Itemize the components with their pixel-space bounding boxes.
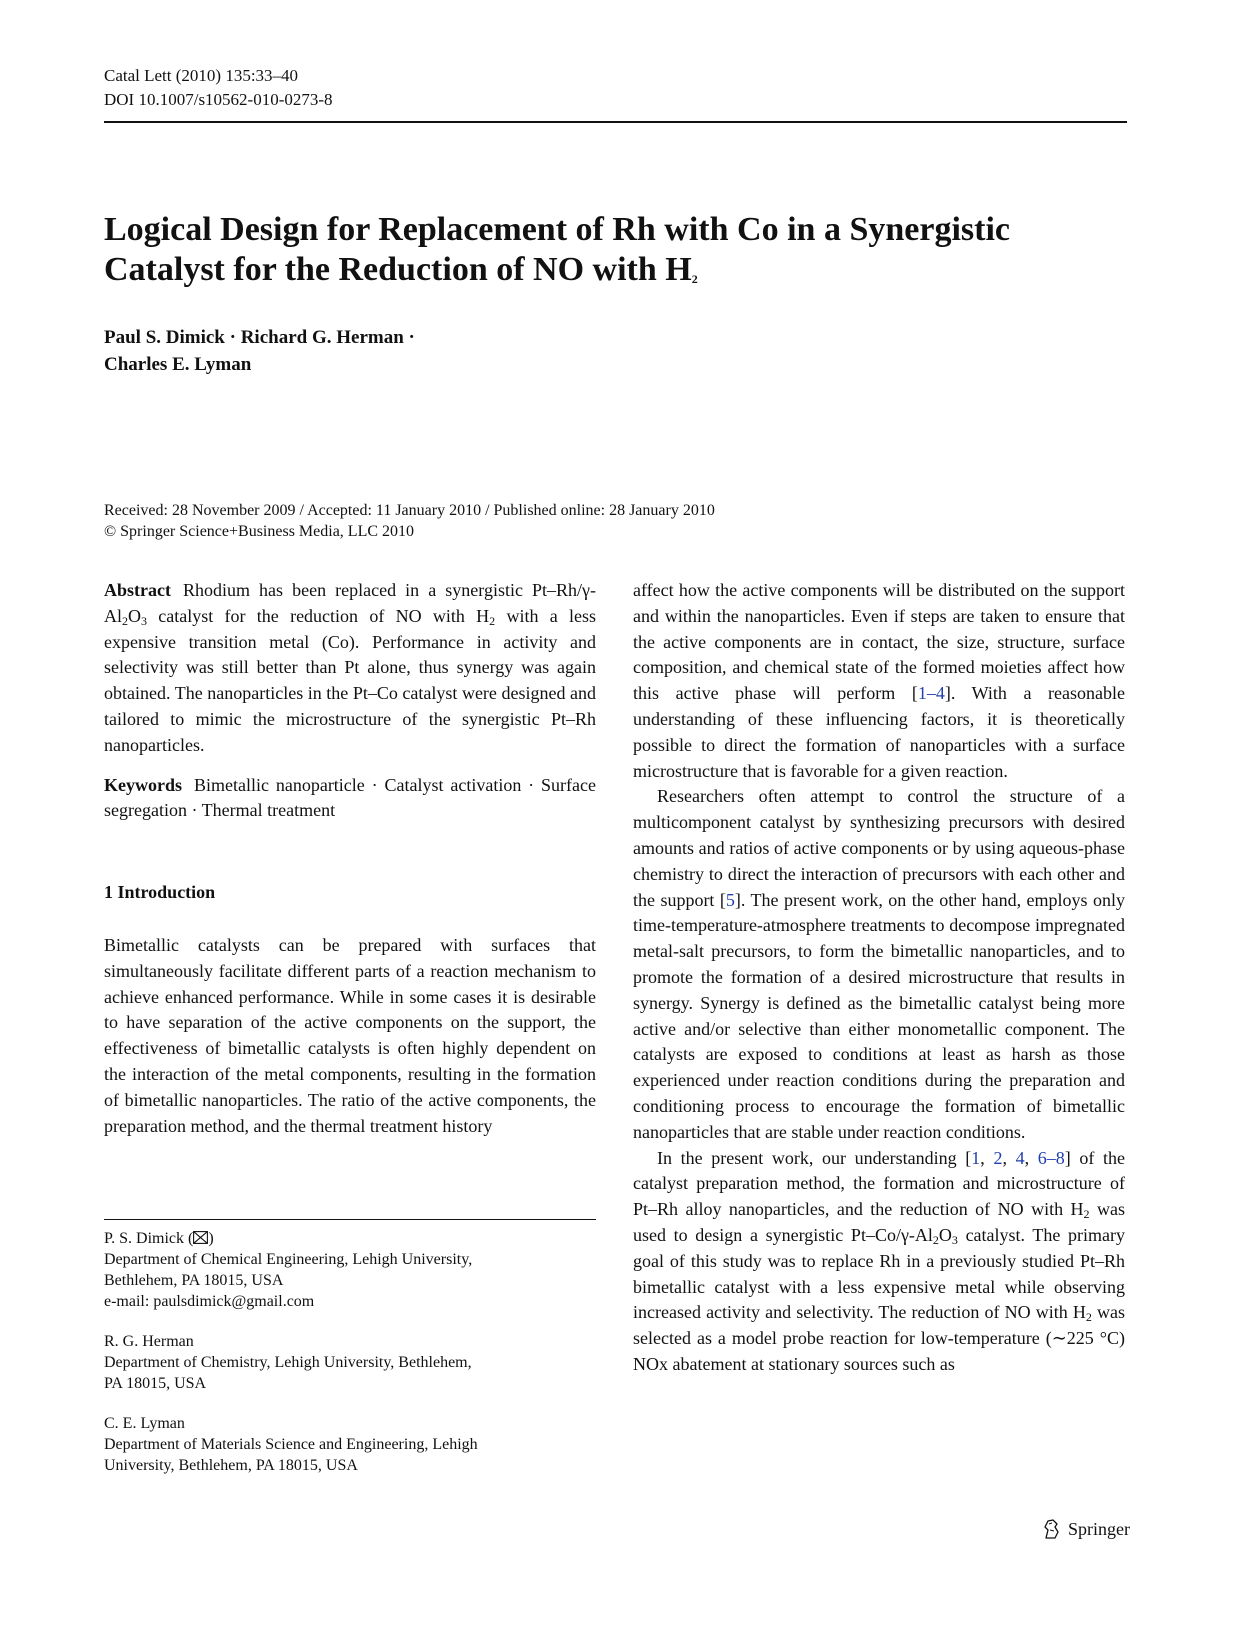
doi: DOI 10.1007/s10562-010-0273-8 bbox=[104, 90, 333, 109]
affiliation-herman: R. G. Herman Department of Chemistry, Lehigh University, Bethlehem, PA 18015, USA bbox=[104, 1333, 472, 1392]
citation-link[interactable]: 1 bbox=[971, 1147, 981, 1168]
journal-citation: Catal Lett (2010) 135:33–40 bbox=[104, 66, 299, 85]
envelope-icon bbox=[193, 1231, 208, 1244]
publication-dates bbox=[104, 500, 1104, 542]
author-affiliations bbox=[104, 1228, 596, 1495]
header-rule bbox=[104, 121, 1127, 123]
footnote-rule bbox=[104, 1219, 596, 1220]
keywords-label: Keywords bbox=[104, 774, 182, 795]
publisher-name: Springer bbox=[1068, 1518, 1130, 1539]
left-column bbox=[104, 578, 596, 1139]
body-paragraph-1: affect how the active components will be distributed on the support and within the nanoparticles. Even if steps are taken to ensure that the active components are in contact, the size, structure, surface composition, and chemical state of the formed moieties affect how this active phase will perform [1–4]. With a reasonable understanding of these influencing factors, it is theoretically possible to direct the formation of nanoparticles with a surface microstructure that is favorable for a given reaction. bbox=[633, 580, 1125, 781]
springer-horse-icon bbox=[1040, 1518, 1062, 1540]
publisher-logo bbox=[1040, 1518, 1130, 1540]
citation-link[interactable]: 2 bbox=[993, 1147, 1003, 1168]
authors-line-1: Paul S. Dimick · Richard G. Herman · bbox=[104, 327, 415, 348]
citation-link[interactable]: 1–4 bbox=[917, 683, 945, 704]
author-list bbox=[104, 324, 704, 378]
article-title: Logical Design for Replacement of Rh with Co in a Synergistic Catalyst for the Reduction of NO with $H_2$ bbox=[104, 211, 1010, 288]
citation-link[interactable]: 6–8 bbox=[1037, 1147, 1065, 1168]
section-heading-introduction: 1 Introduction bbox=[104, 882, 216, 903]
copyright-line: © Springer Science+Business Media, LLC 2010 bbox=[104, 523, 415, 540]
authors-line-2: Charles E. Lyman bbox=[104, 354, 252, 375]
dates-line: Received: 28 November 2009 / Accepted: 11 January 2010 / Published online: 28 January 2010 bbox=[104, 502, 715, 519]
right-column bbox=[633, 578, 1125, 1378]
affiliation-dimick: P. S. Dimick ( ) Department of Chemical Engineering, Lehigh University, Bethlehem, PA 18015, USA e-mail: paulsdimick@gmail.com bbox=[104, 1228, 596, 1312]
citation-link[interactable]: 5 bbox=[725, 889, 735, 910]
body-paragraph-3: In the present work, our understanding [1, 2, 4, 6–8] of the catalyst preparation method, the formation and microstructure of Pt–Rh alloy nanoparticles, and the reduction of NO with $H_2$ was used to design a synergistic $Pt-Co/\gamma-Al_2O_3$ catalyst. The primary goal of this study was to replace Rh in a previously studied Pt–Rh bimetallic catalyst with a less expensive metal while observing increased activity and selectivity. The reduction of NO with $H_2$ was selected as a model probe reaction for low-temperature (∼225 °C) NOx abatement at stationary sources such as bbox=[633, 1147, 1126, 1374]
abstract-label: Abstract bbox=[104, 580, 171, 600]
intro-paragraph: Bimetallic catalysts can be prepared with surfaces that simultaneously facilitate different parts of a reaction mechanism to achieve enhanced performance. While in some cases it is desirable to have separation of the active components on the support, the effectiveness of bimetallic catalysts is often highly dependent on the interaction of the metal components, resulting in the formation of bimetallic nanoparticles. The ratio of the active components, the preparation method, and the thermal treatment history bbox=[104, 934, 596, 1136]
abstract: Abstract Rhodium has been replaced in a synergistic $Pt-Rh/\gamma-Al_2O_3$ catalyst for the reduction of NO with $H_2$ with a less expensive transition metal (Co). Performance in activity and selectivity was still better than Pt alone, thus synergy was again obtained. The nanoparticles in the Pt–Co catalyst were designed and tailored to mimic the microstructure of the synergistic Pt–Rh nanoparticles. bbox=[104, 580, 597, 755]
body-paragraph-2: Researchers often attempt to control the structure of a multicomponent catalyst by synthesizing precursors with desired amounts and ratios of active components or by using aqueous-phase chemistry to direct the interaction of precursors with each other and the support [5]. The present work, on the other hand, employs only time-temperature-atmosphere treatments to decompose impregnated metal-salt precursors, to form the bimetallic nanoparticles, and to promote the formation of a desired microstructure that results in synergy. Synergy is defined as the bimetallic catalyst being more active and/or selective than either monometallic component. The catalysts are exposed to conditions at least as harsh as those experienced under reaction conditions during the preparation and conditioning process to encourage the formation of bimetallic nanoparticles that are stable under reaction conditions. bbox=[633, 786, 1126, 1142]
journal-header bbox=[104, 64, 333, 112]
email-link[interactable]: e-mail: paulsdimick@gmail.com bbox=[104, 1293, 315, 1310]
keywords: Keywords Bimetallic nanoparticle · Catalyst activation · Surface segregation · Thermal treatment bbox=[104, 774, 596, 821]
affiliation-lyman: C. E. Lyman Department of Materials Science and Engineering, Lehigh University, Bethlehem, PA 18015, USA bbox=[104, 1415, 478, 1474]
citation-link[interactable]: 4 bbox=[1015, 1147, 1025, 1168]
